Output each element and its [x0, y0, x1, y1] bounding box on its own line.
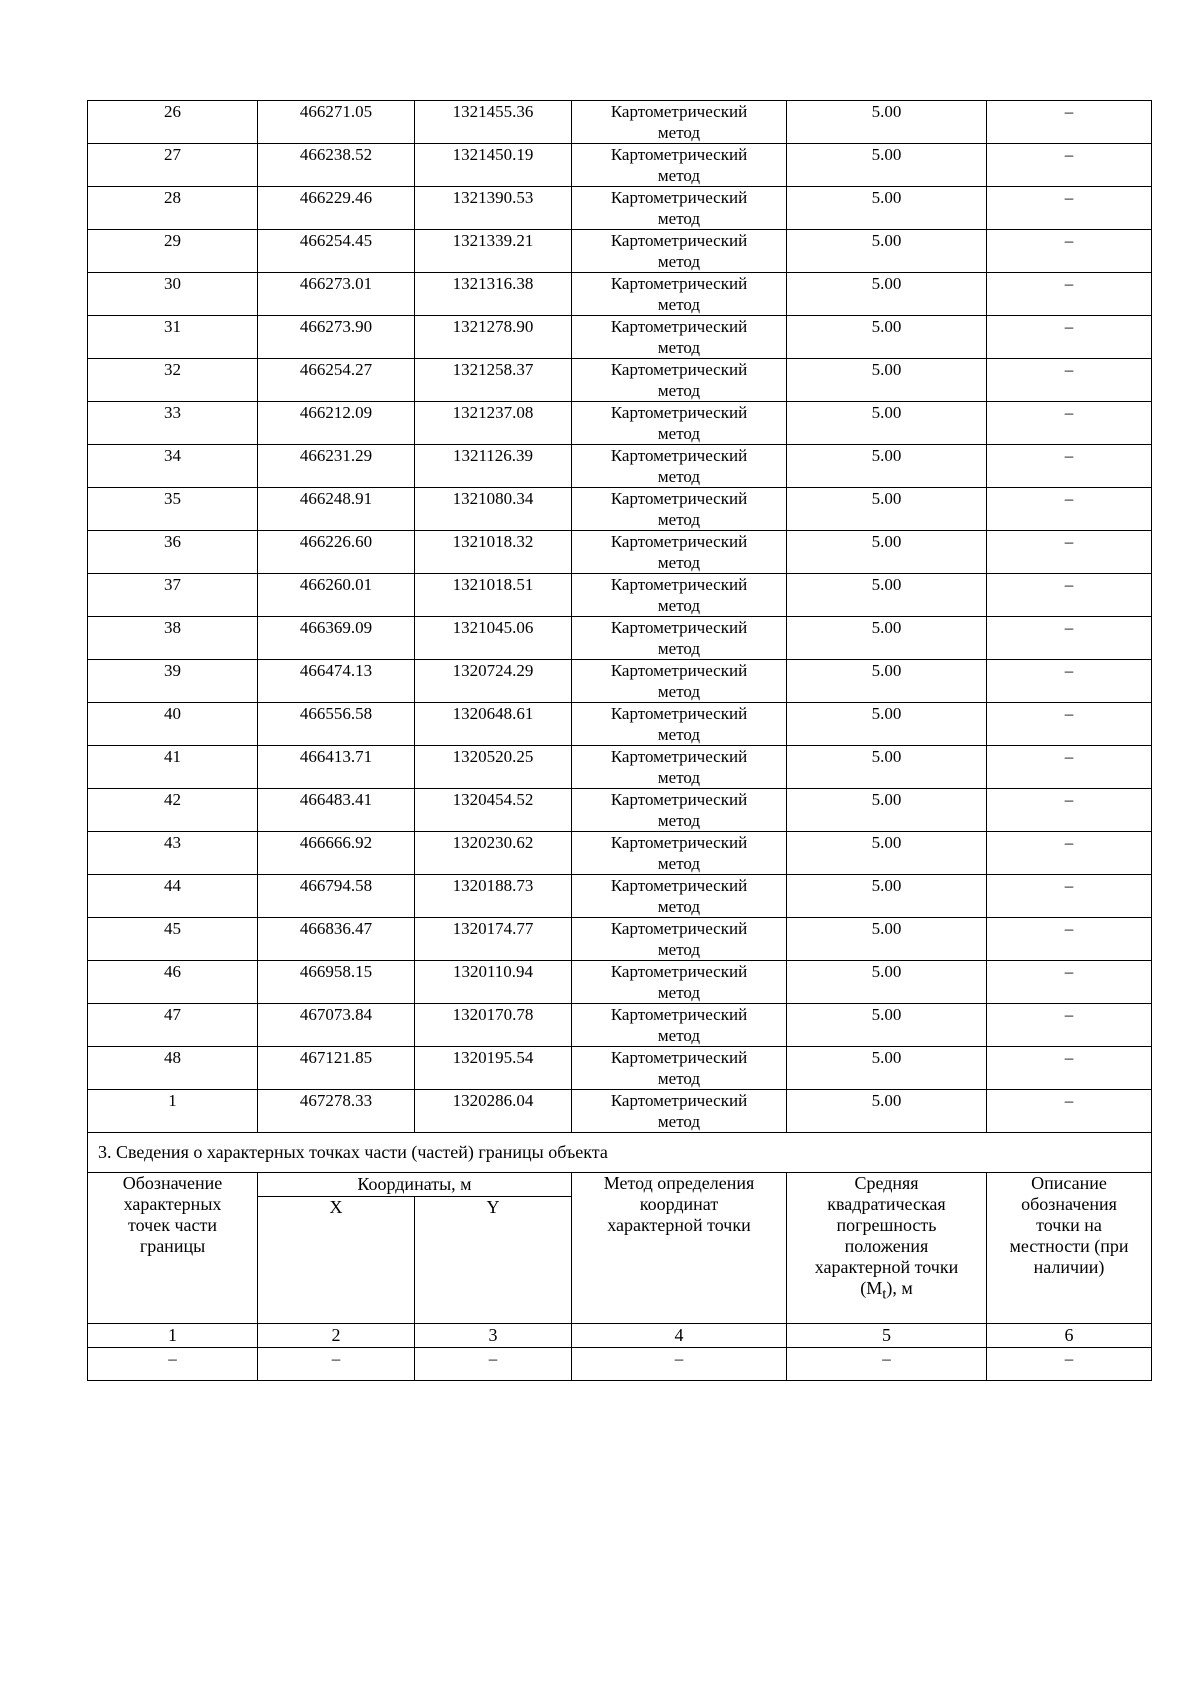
method-line: Картометрический	[610, 919, 748, 938]
cell-x: 466238.52	[258, 144, 415, 187]
cell-y: 1321018.51	[415, 574, 572, 617]
cell-y: 1320230.62	[415, 832, 572, 875]
method-line: Картометрический	[610, 145, 748, 164]
cell-error: 5.00	[787, 402, 987, 445]
method-line: Картометрический	[610, 704, 748, 723]
cell-error: 5.00	[787, 144, 987, 187]
cell-error: 5.00	[787, 789, 987, 832]
cell-y: 1321316.38	[415, 273, 572, 316]
cell-point: 33	[88, 402, 258, 445]
cell-method	[572, 574, 787, 617]
cell-error: 5.00	[787, 574, 987, 617]
table-row	[88, 789, 1152, 832]
cell-description: –	[987, 531, 1152, 574]
cell-y: 1321258.37	[415, 359, 572, 402]
table-row	[88, 187, 1152, 230]
cell-y: 1320286.04	[415, 1090, 572, 1133]
table-row	[88, 918, 1152, 961]
cell-method	[572, 746, 787, 789]
method-line: Картометрический	[610, 1048, 748, 1067]
cell-method	[572, 359, 787, 402]
method-line: метод	[657, 768, 701, 787]
cell-point: 41	[88, 746, 258, 789]
cell-x: 466254.27	[258, 359, 415, 402]
cell-error: 5.00	[787, 660, 987, 703]
cell-method	[572, 402, 787, 445]
table-row	[88, 531, 1152, 574]
cell-y: 1321126.39	[415, 445, 572, 488]
cell-y: 1320195.54	[415, 1047, 572, 1090]
cell-error: 5.00	[787, 1004, 987, 1047]
method-line: Картометрический	[610, 274, 748, 293]
section3-block	[88, 1133, 1152, 1381]
cell-error: 5.00	[787, 230, 987, 273]
cell-description: –	[987, 187, 1152, 230]
cell-point: 27	[88, 144, 258, 187]
cell-method: –	[572, 1348, 787, 1381]
method-line: метод	[657, 209, 701, 228]
cell-method	[572, 1090, 787, 1133]
cell-method	[572, 875, 787, 918]
cell-description: –	[987, 1090, 1152, 1133]
cell-point: 38	[88, 617, 258, 660]
cell-method	[572, 230, 787, 273]
cell-point: 39	[88, 660, 258, 703]
points-table-body	[88, 101, 1152, 1133]
method-line: метод	[657, 940, 701, 959]
cell-point: 31	[88, 316, 258, 359]
method-line: Картометрический	[610, 1005, 748, 1024]
cell-x: 466260.01	[258, 574, 415, 617]
cell-method	[572, 789, 787, 832]
cell-point: 36	[88, 531, 258, 574]
cell-y: 1321450.19	[415, 144, 572, 187]
header-coordinates: Координаты, м	[258, 1173, 572, 1197]
cell-point: 45	[88, 918, 258, 961]
table-row	[88, 703, 1152, 746]
cell-error: 5.00	[787, 359, 987, 402]
method-line: Картометрический	[610, 876, 748, 895]
cell-method	[572, 531, 787, 574]
method-line: метод	[657, 381, 701, 400]
cell-description: –	[987, 875, 1152, 918]
cell-error: 5.00	[787, 746, 987, 789]
cell-description: –	[987, 789, 1152, 832]
cell-description: –	[987, 445, 1152, 488]
cell-description: –	[987, 1004, 1152, 1047]
method-line: Картометрический	[610, 618, 748, 637]
header-y: Y	[415, 1197, 572, 1324]
method-line: метод	[657, 252, 701, 271]
cell-x: 467278.33	[258, 1090, 415, 1133]
table-row	[88, 402, 1152, 445]
cell-method	[572, 273, 787, 316]
cell-description: –	[987, 961, 1152, 1004]
cell-y: 1321455.36	[415, 101, 572, 144]
table-row	[88, 832, 1152, 875]
method-line: метод	[657, 854, 701, 873]
method-line: метод	[657, 1026, 701, 1045]
cell-y: 1320724.29	[415, 660, 572, 703]
cell-x: 466254.45	[258, 230, 415, 273]
column-number: 5	[787, 1324, 987, 1348]
table-row	[88, 101, 1152, 144]
table-row	[88, 660, 1152, 703]
cell-method	[572, 617, 787, 660]
table-row	[88, 617, 1152, 660]
cell-y: 1320648.61	[415, 703, 572, 746]
cell-description: –	[987, 660, 1152, 703]
table-row	[88, 144, 1152, 187]
cell-x: 466369.09	[258, 617, 415, 660]
cell-error: –	[787, 1348, 987, 1381]
header-x: X	[258, 1197, 415, 1324]
method-line: Картометрический	[610, 317, 748, 336]
cell-x: 466226.60	[258, 531, 415, 574]
cell-x: 466248.91	[258, 488, 415, 531]
cell-y: 1320110.94	[415, 961, 572, 1004]
table-row	[88, 961, 1152, 1004]
cell-x: 466836.47	[258, 918, 415, 961]
cell-point: 34	[88, 445, 258, 488]
cell-y: 1320170.78	[415, 1004, 572, 1047]
cell-description: –	[987, 359, 1152, 402]
cell-description: –	[987, 101, 1152, 144]
cell-method	[572, 445, 787, 488]
cell-error: 5.00	[787, 101, 987, 144]
cell-x: 466229.46	[258, 187, 415, 230]
table-row	[88, 1047, 1152, 1090]
cell-error: 5.00	[787, 488, 987, 531]
header-designation: Обозначение характерных точек части границы	[88, 1173, 258, 1324]
cell-error: 5.00	[787, 445, 987, 488]
cell-method	[572, 144, 787, 187]
method-line: метод	[657, 725, 701, 744]
cell-description: –	[987, 918, 1152, 961]
cell-method	[572, 703, 787, 746]
table-row	[88, 488, 1152, 531]
method-line: метод	[657, 510, 701, 529]
section3-empty-row	[88, 1348, 1152, 1381]
cell-y: 1321237.08	[415, 402, 572, 445]
cell-description: –	[987, 316, 1152, 359]
method-line: Картометрический	[610, 403, 748, 422]
cell-y: 1321045.06	[415, 617, 572, 660]
cell-description: –	[987, 1348, 1152, 1381]
cell-point: 47	[88, 1004, 258, 1047]
cell-point: 48	[88, 1047, 258, 1090]
method-line: Картометрический	[610, 532, 748, 551]
cell-y: 1320174.77	[415, 918, 572, 961]
cell-y: 1321339.21	[415, 230, 572, 273]
method-line: метод	[657, 682, 701, 701]
cell-method	[572, 187, 787, 230]
cell-y: 1320188.73	[415, 875, 572, 918]
cell-description: –	[987, 488, 1152, 531]
table-row	[88, 1004, 1152, 1047]
cell-x: –	[258, 1348, 415, 1381]
method-line: метод	[657, 123, 701, 142]
cell-point: 29	[88, 230, 258, 273]
table-row	[88, 574, 1152, 617]
cell-error: 5.00	[787, 832, 987, 875]
cell-point: 43	[88, 832, 258, 875]
column-number: 4	[572, 1324, 787, 1348]
method-line: метод	[657, 553, 701, 572]
cell-description: –	[987, 273, 1152, 316]
cell-method	[572, 660, 787, 703]
cell-point: 40	[88, 703, 258, 746]
table-row	[88, 316, 1152, 359]
method-line: метод	[657, 338, 701, 357]
method-line: метод	[657, 983, 701, 1002]
method-line: Картометрический	[610, 661, 748, 680]
column-number: 3	[415, 1324, 572, 1348]
cell-x: 466474.13	[258, 660, 415, 703]
cell-description: –	[987, 617, 1152, 660]
method-line: Картометрический	[610, 446, 748, 465]
cell-description: –	[987, 1047, 1152, 1090]
method-line: Картометрический	[610, 360, 748, 379]
cell-description: –	[987, 703, 1152, 746]
cell-y: 1321390.53	[415, 187, 572, 230]
cell-method	[572, 918, 787, 961]
method-line: Картометрический	[610, 833, 748, 852]
table-row	[88, 445, 1152, 488]
cell-error: 5.00	[787, 961, 987, 1004]
method-line: метод	[657, 424, 701, 443]
cell-method	[572, 832, 787, 875]
column-number: 6	[987, 1324, 1152, 1348]
cell-y: 1320520.25	[415, 746, 572, 789]
cell-point: 46	[88, 961, 258, 1004]
cell-x: 467121.85	[258, 1047, 415, 1090]
cell-y: 1321278.90	[415, 316, 572, 359]
cell-description: –	[987, 746, 1152, 789]
method-line: метод	[657, 1112, 701, 1131]
method-line: Картометрический	[610, 790, 748, 809]
cell-error: 5.00	[787, 918, 987, 961]
cell-y: 1321018.32	[415, 531, 572, 574]
cell-point: –	[88, 1348, 258, 1381]
cell-x: 466273.01	[258, 273, 415, 316]
table-row	[88, 230, 1152, 273]
method-line: Картометрический	[610, 962, 748, 981]
header-description: Описание обозначения точки на местности (при наличии)	[987, 1173, 1152, 1324]
method-line: метод	[657, 811, 701, 830]
method-line: метод	[657, 596, 701, 615]
method-line: метод	[657, 467, 701, 486]
cell-description: –	[987, 144, 1152, 187]
method-line: метод	[657, 639, 701, 658]
method-line: метод	[657, 295, 701, 314]
cell-x: 466413.71	[258, 746, 415, 789]
cell-point: 28	[88, 187, 258, 230]
cell-x: 467073.84	[258, 1004, 415, 1047]
cell-method	[572, 488, 787, 531]
cell-method	[572, 101, 787, 144]
cell-y: 1320454.52	[415, 789, 572, 832]
cell-y: 1321080.34	[415, 488, 572, 531]
cell-description: –	[987, 832, 1152, 875]
table-row	[88, 273, 1152, 316]
method-line: Картометрический	[610, 1091, 748, 1110]
cell-error: 5.00	[787, 187, 987, 230]
cell-error: 5.00	[787, 316, 987, 359]
table-row	[88, 875, 1152, 918]
method-line: Картометрический	[610, 489, 748, 508]
table-row	[88, 1090, 1152, 1133]
method-line: метод	[657, 1069, 701, 1088]
cell-x: 466271.05	[258, 101, 415, 144]
cell-description: –	[987, 574, 1152, 617]
cell-x: 466212.09	[258, 402, 415, 445]
cell-x: 466556.58	[258, 703, 415, 746]
cell-description: –	[987, 402, 1152, 445]
method-line: Картометрический	[610, 231, 748, 250]
method-line: Картометрический	[610, 102, 748, 121]
method-line: метод	[657, 897, 701, 916]
cell-x: 466666.92	[258, 832, 415, 875]
header-method: Метод определения координат характерной точки	[572, 1173, 787, 1324]
method-line: Картометрический	[610, 188, 748, 207]
cell-x: 466273.90	[258, 316, 415, 359]
cell-description: –	[987, 230, 1152, 273]
table-row	[88, 746, 1152, 789]
cell-point: 37	[88, 574, 258, 617]
method-line: Картометрический	[610, 747, 748, 766]
cell-point: 44	[88, 875, 258, 918]
cell-point: 30	[88, 273, 258, 316]
method-line: Картометрический	[610, 575, 748, 594]
cell-method	[572, 1004, 787, 1047]
cell-error: 5.00	[787, 1090, 987, 1133]
section3-title: 3. Сведения о характерных точках части (частей) границы объекта	[88, 1133, 1152, 1173]
column-number-row	[88, 1324, 1152, 1348]
cell-error: 5.00	[787, 617, 987, 660]
cell-point: 26	[88, 101, 258, 144]
cell-y: –	[415, 1348, 572, 1381]
cell-x: 466231.29	[258, 445, 415, 488]
cell-point: 1	[88, 1090, 258, 1133]
cell-point: 32	[88, 359, 258, 402]
cell-error: 5.00	[787, 703, 987, 746]
header-mean-error: Средняя квадратическая погрешность положения характерной точки $(M_t)$, м	[787, 1173, 987, 1324]
cell-error: 5.00	[787, 875, 987, 918]
cell-method	[572, 1047, 787, 1090]
column-number: 2	[258, 1324, 415, 1348]
cell-method	[572, 316, 787, 359]
cell-point: 42	[88, 789, 258, 832]
boundary-points-table	[87, 100, 1152, 1381]
cell-x: 466958.15	[258, 961, 415, 1004]
cell-error: 5.00	[787, 1047, 987, 1090]
cell-error: 5.00	[787, 273, 987, 316]
cell-point: 35	[88, 488, 258, 531]
column-number: 1	[88, 1324, 258, 1348]
table-row	[88, 359, 1152, 402]
cell-error: 5.00	[787, 531, 987, 574]
cell-x: 466794.58	[258, 875, 415, 918]
method-line: метод	[657, 166, 701, 185]
cell-x: 466483.41	[258, 789, 415, 832]
cell-method	[572, 961, 787, 1004]
